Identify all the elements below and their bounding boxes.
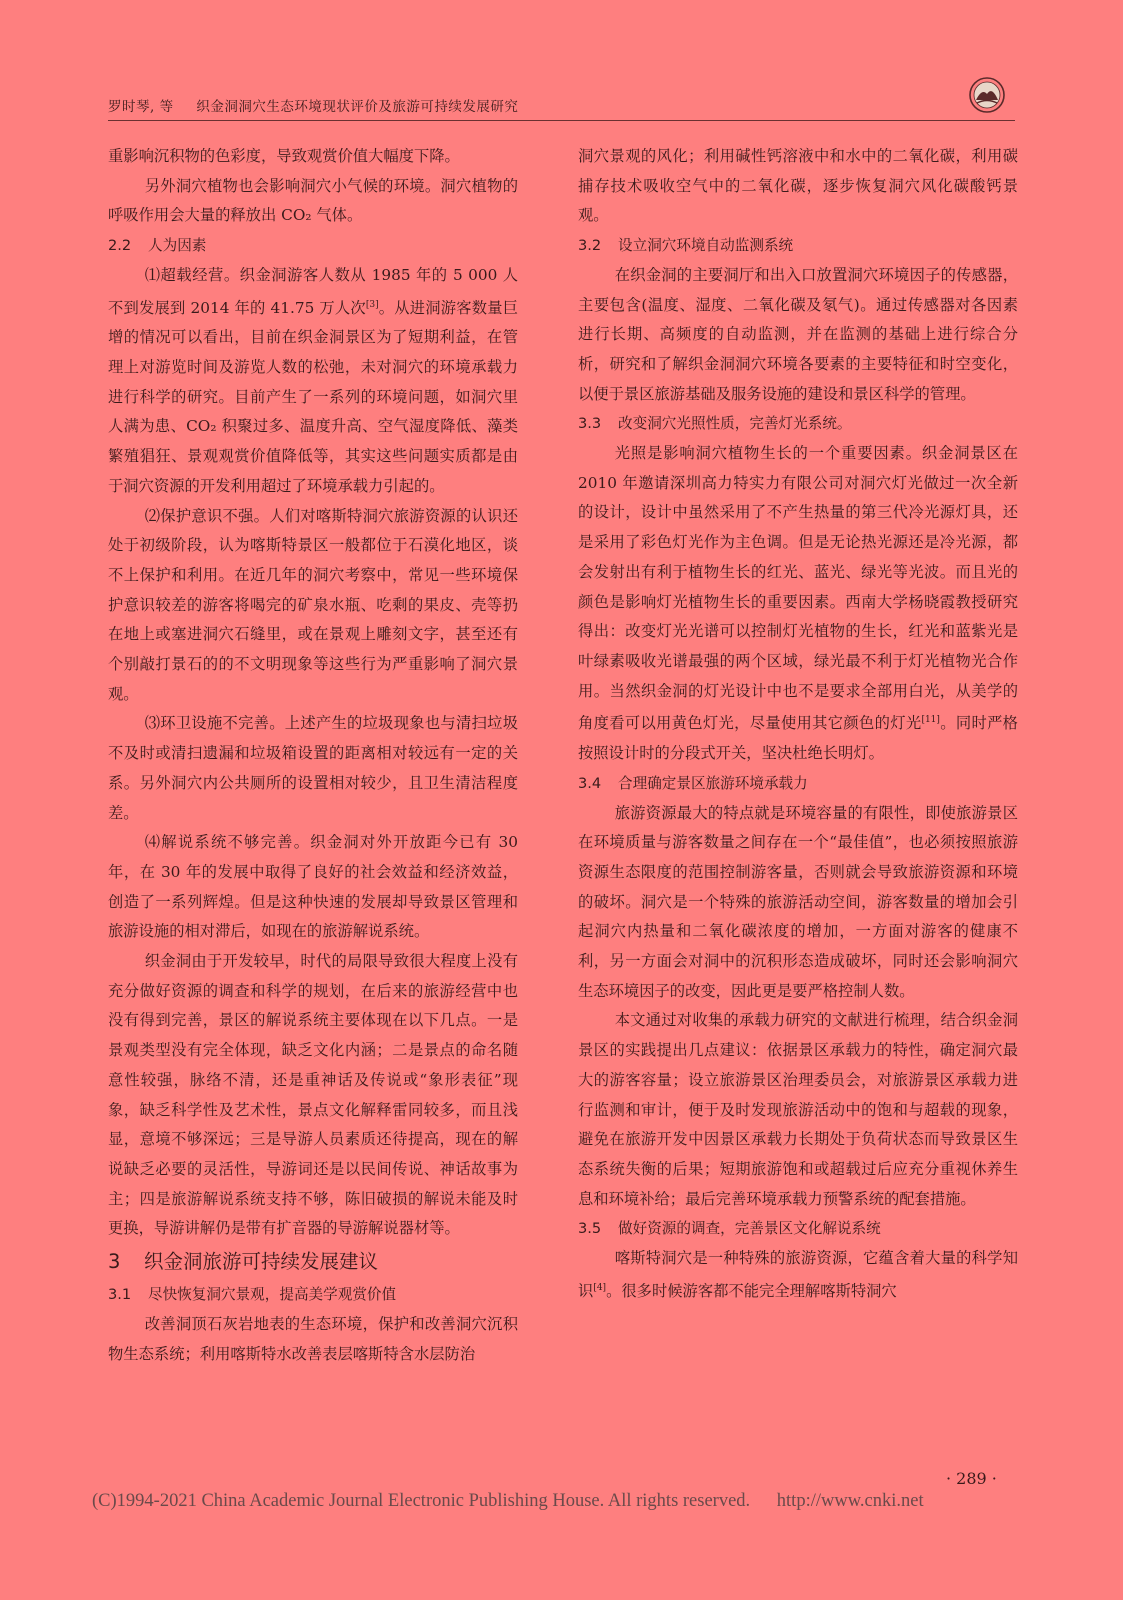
section-number: 3.3	[578, 415, 602, 433]
section-title: 尽快恢复洞穴景观，提高美学观赏价值	[148, 1286, 397, 1304]
paragraph-suggestions: 本文通过对收集的承载力研究的文献进行梳理，结合织金洞景区的实践提出几点建议：依据景区承载力的特性，确定洞穴最大的游客容量；设立旅游景区治理委员会，对旅游景区承载力进行监测和审计，便于及时发现旅游活动中的饱和与超载的现象，避免在旅游开发中因景区承载力长期处于负荷状态而导致景区生态系统失衡的后果；短期旅游饱和或超载过后应充分重视休养生息和环境补给；最后完善环境承载力预警系统的配套措施。	[578, 1011, 1018, 1208]
right-column	[578, 142, 1018, 1307]
section-heading-3-4	[578, 769, 1018, 799]
section-title: 合理确定景区旅游环境承载力	[618, 774, 808, 792]
paragraph-text: 光照是影响洞穴植物生长的一个重要因素。织金洞景区在 2010 年邀请深圳高力特实力有限公司对洞穴灯光做过一次全新的设计，设计中虽然采用了不产生热量的第三代冷光源灯具，还是采用了彩色灯光作为主色调。但是无论热光源还是冷光源，都会发射出有利于植物生长的红光、蓝光、绿光等光波。而且光的颜色是影响灯光植物生长的重要因素。西南大学杨晓霞教授研究得出：改变灯光光谱可以控制灯光植物的生长，红光和蓝紫光是叶绿素吸收光谱最强的两个区域，绿光最不利于灯光植物光合作用。当然织金洞的灯光设计中也不是要求全部用白光，从美学的角度看可以用黄色灯光，尽量使用其它颜色的灯光	[578, 444, 1018, 733]
citation: [3]	[365, 299, 379, 310]
paragraph-light	[578, 439, 1018, 769]
section-heading-3-5	[578, 1214, 1018, 1244]
paragraph: 另外洞穴植物也会影响洞穴小气候的环境。洞穴植物的呼吸作用会大量的释放出 CO₂ 气体。	[108, 176, 518, 225]
paragraph: 重影响沉积物的色彩度，导致观赏价值大幅度下降。	[108, 147, 460, 165]
paragraph-overload	[108, 261, 518, 502]
section-heading-2-2	[108, 231, 518, 261]
paragraph-text: 。从进洞游客数量巨增的情况可以看出，目前在织金洞景区为了短期利益，在管理上对游览时间及游览人数的松弛，未对洞穴的环境承载力进行科学的研究。目前产生了一系列的环境问题，如洞穴里人满为患、CO₂ 积聚过多、温度升高、空气湿度降低、藻类繁殖猖狂、景观观赏价值降低等，其实这些问题实质都是由于洞穴资源的开发利用超过了环境承载力引起的。	[108, 298, 518, 495]
paragraph-text: 喀斯特洞穴是一种特殊的旅游资源，它蕴含着大量的科学知识	[578, 1249, 1018, 1300]
journal-logo-icon	[968, 76, 1006, 114]
section-number: 3.5	[578, 1220, 602, 1238]
section-number: 2.2	[108, 237, 132, 255]
paragraph: 洞穴景观的风化；利用碱性钙溶液中和水中的二氧化碳，利用碳捕存技术吸收空气中的二氧化碳，逐步恢复洞穴风化碳酸钙景观。	[578, 147, 1018, 225]
page-number: · 289 ·	[946, 1469, 997, 1488]
paragraph-restore: 改善洞顶石灰岩地表的生态环境，保护和改善洞穴沉积物生态系统；利用喀斯特水改善表层喀斯特含水层防治	[108, 1314, 518, 1363]
header-authors: 罗时琴, 等	[108, 99, 174, 115]
paragraph-text: 。同时严格按照设计时的分段式开关，坚决杜绝长明灯。	[578, 714, 1018, 763]
paragraph-capacity: 旅游资源最大的特点就是环境容量的有限性，即使旅游景区在环境质量与游客数量之间存在一个“最佳值”，也必须按照旅游资源生态限度的范围控制游客量，否则就会导致旅游资源和环境的破坏。洞穴是一个特殊的旅游活动空间，游客数量的增加会引起洞穴内热量和二氧化碳浓度的增加，一方面对游客的健康不利，另一方面会对洞中的沉积形态造成破坏，同时还会影响洞穴生态环境因子的改变，因此更是要严格控制人数。	[578, 803, 1018, 1000]
citation: [4]	[593, 1282, 607, 1293]
section-title: 改变洞穴光照性质，完善灯光系统。	[618, 415, 852, 433]
paragraph-text: 。很多时候游客都不能完全理解喀斯特洞穴	[606, 1281, 897, 1300]
section-title: 设立洞穴环境自动监测系统	[618, 237, 794, 255]
citation: [11]	[921, 715, 940, 726]
paragraph-karst	[578, 1244, 1018, 1307]
copyright-text: (C)1994-2021 China Academic Journal Electronic Publishing House. All rights reserved.	[92, 1491, 751, 1511]
section-title: 人为因素	[148, 237, 207, 255]
paragraph-sanitation: ⑶环卫设施不完善。上述产生的垃圾现象也与清扫垃圾不及时或清扫遗漏和垃圾箱设置的距离相对较远有一定的关系。另外洞穴内公共厕所的设置相对较少，且卫生清洁程度差。	[108, 714, 518, 822]
section-number: 3.1	[108, 1286, 132, 1304]
header-title: 织金洞洞穴生态环境现状评价及旅游可持续发展研究	[196, 99, 519, 115]
section-title: 织金洞旅游可持续发展建议	[144, 1250, 379, 1274]
section-number: 3	[108, 1250, 121, 1274]
section-heading-3-3	[578, 409, 1018, 439]
copyright-footer	[92, 1491, 924, 1512]
footer-link[interactable]: http://www.cnki.net	[776, 1491, 924, 1511]
section-heading-3	[108, 1244, 518, 1280]
header-divider	[108, 120, 1015, 121]
section-number: 3.4	[578, 774, 602, 792]
section-heading-3-2	[578, 231, 1018, 261]
running-header	[108, 95, 1013, 115]
paragraph-interpretation: ⑷解说系统不够完善。织金洞对外开放距今已有 30 年，在 30 年的发展中取得了良好的社会效益和经济效益，创造了一系列辉煌。但是这种快速的发展却导致景区管理和旅游设施的相对滞后，如现在的旅游解说系统。	[108, 833, 518, 941]
section-title: 做好资源的调查，完善景区文化解说系统	[618, 1220, 881, 1238]
section-number: 3.2	[578, 237, 602, 255]
paragraph-text: ⑴超载经营。织金洞游客人数从 1985 年的 5 000 人不到发展到 2014 年的 41.75 万人次	[108, 265, 518, 317]
left-column	[108, 142, 518, 1369]
section-heading-3-1	[108, 1280, 518, 1310]
paragraph-protection: ⑵保护意识不强。人们对喀斯特洞穴旅游资源的认识还处于初级阶段，认为喀斯特景区一般都位于石漠化地区，谈不上保护和利用。在近几年的洞穴考察中，常见一些环境保护意识较差的游客将喝完的矿泉水瓶、吃剩的果皮、壳等扔在地上或塞进洞穴石缝里，或在景观上雕刻文字，甚至还有个别敲打景石的的不文明现象等这些行为严重影响了洞穴景观。	[108, 506, 518, 703]
paragraph-monitor: 在织金洞的主要洞厅和出入口放置洞穴环境因子的传感器，主要包含(温度、湿度、二氧化碳及氡气)。通过传感器对各因素进行长期、高频度的自动监测，并在监测的基础上进行综合分析，研究和了解织金洞洞穴环境各要素的主要特征和时空变化，以便于景区旅游基础及服务设施的建设和景区科学的管理。	[578, 265, 1018, 403]
paragraph-history: 织金洞由于开发较早，时代的局限导致很大程度上没有充分做好资源的调查和科学的规划，在后来的旅游经营中也没有得到完善，景区的解说系统主要体现在以下几点。一是景观类型没有完全体现，缺乏文化内涵；二是景点的命名随意性较强，脉络不清，还是重神话及传说或“象形表征”现象，缺乏科学性及艺术性，景点文化解释雷同较多，而且浅显，意境不够深远；三是导游人员素质还待提高，现在的解说缺乏必要的灵活性，导游词还是以民间传说、神话故事为主；四是旅游解说系统支持不够，陈旧破损的解说未能及时更换，导游讲解仍是带有扩音器的导游解说器材等。	[108, 952, 518, 1238]
